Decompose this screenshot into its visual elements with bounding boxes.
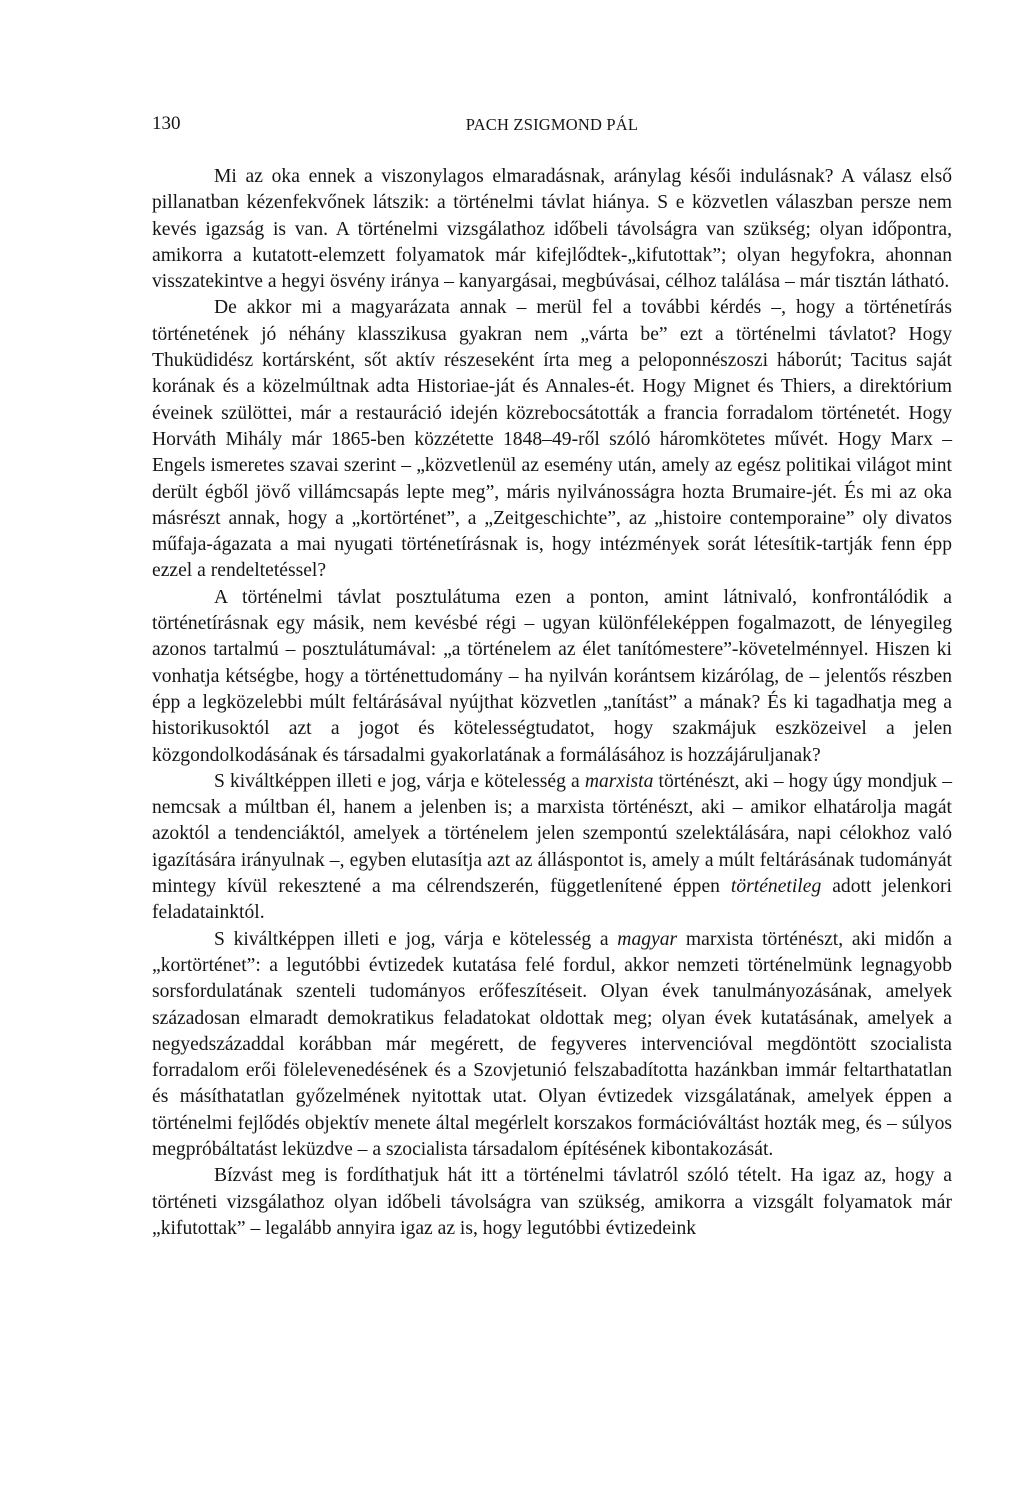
text-run: történészt, aki – hogy úgy mondjuk – nemcsak a múltban él, hanem a jelenben is; a marxista történészt, aki – amikor elhatárolja magát azoktól a tendenciáktól, amelyek a történelem jelen szempontú szelektálására, napi célokhoz való igazítására irányulnak –, egyben elutasítja azt az álláspontot is, amely a múlt feltárásának tudományát mintegy kívül rekesztené a ma célrendszerén, függetlenítené éppen [152, 770, 952, 898]
paragraph-3 [152, 585, 952, 769]
paragraph-2 [152, 295, 952, 584]
text-run: marxista történészt, aki midőn a „kortörténet”: a legutóbbi évtizedek kutatása felé fordul, akkor nemzeti történelmünk legnagyobb sorsfordulatának szenteli tudományos erőfeszítéseit. Olyan évek tanulmányozásának, amelyek századosan elmaradt demokratikus feladatokat oldottak meg; olyan évek kutatásának, amelyek a negyedszázaddal korábban már megérett, de fegyveres intervencióval megdöntött szocialista forradalom erői fölelevenedésének és a Szovjetunió felszabadította hazánkban immár feltarthatatlan és másíthatatlan győzelmének nyitottak utat. Olyan évtizedek vizsgálatának, amelyek éppen a történelmi fejlődés objektív menete által megérlelt korszakos formációváltást hozták meg, és – súlyos megpróbáltatást leküzdve – a szocialista társadalom építésének kibontakozását. [152, 928, 953, 1160]
paragraph-4 [152, 769, 952, 927]
paragraph-1 [152, 164, 952, 295]
text-run: Mi az oka ennek a viszonylagos elmaradásnak, aránylag késői indulásnak? A válasz első pillanatban kézenfekvőnek látszik: a történelmi távlat hiánya. S e közvetlen válaszban persze nem kevés igazság is van. A történelmi vizsgálathoz időbeli távolságra van szükség; olyan időpontra, amikorra a kutatott-elemzett folyamatok már kifejlődtek-„kifutottak”; olyan hegyfokra, ahonnan visszatekintve a hegyi ösvény iránya – kanyargásai, megbúvásai, célhoz találása – már tisztán látható. [152, 166, 952, 293]
italic-word: marxista [584, 770, 654, 792]
italic-word: magyar [617, 928, 678, 950]
book-page [152, 113, 952, 1242]
text-run: De akkor mi a magyarázata annak – merül fel a további kérdés –, hogy a történetírás történetének jó néhány klasszikusa gyakran nem „várta be” ezt a történelmi távlatot? Hogy Thuküdidész kortársként, sőt aktív részeseként írta meg a peloponnészoszi háborút; Tacitus saját korának és a közelmúltnak adta Historiae-ját és Annales-ét. Hogy Mignet és Thiers, a direktórium éveinek szülöttei, már a restauráció idején közrebocsátották a francia forradalom történetét. Hogy Horváth Mihály már 1865-ben közzétette 1848–49-ről szóló háromkötetes művét. Hogy Marx – Engels ismeretes szavai szerint – „közvetlenül az esemény után, amely az egész politikai világot mint derült égből jövő villámcsapás lepte meg”, máris nyilvánosságra hozta Brumaire-jét. És mi az oka másrészt annak, hogy a „kortörténet”, a „Zeitgeschichte”, az „histoire contemporaine” oly divatos műfaja-ágazata a mai nyugati történetírásnak is, hogy intézmények sorát létesítik-tartják fenn épp ezzel a rendeltetéssel? [152, 297, 952, 582]
text-run: A történelmi távlat posztulátuma ezen a ponton, amint látnivaló, konfrontálódik a történetírásnak egy másik, nem kevésbé régi – ugyan különféleképpen fogalmazott, de lényegileg azonos tartalmú – posztulátumával: „a történelem az élet tanítómestere”-követelménnyel. Hiszen ki vonhatja kétségbe, hogy a történettudomány – ha nyilván korántsem kizárólag, de – jelentős részben épp a legközelebbi múlt feltárásával nyújthat közvetlen „tanítást” a mának? És ki tagadhatja meg a historikusoktól azt a jogot és kötelességtudatot, hogy szakmájuk eszközeivel a jelen közgondolkodásának és társadalmi gyakorlatának a formálásához is hozzájáruljanak? [152, 586, 952, 766]
text-run: Bízvást meg is fordíthatjuk hát itt a történelmi távlatról szóló tételt. Ha igaz az, hogy a történeti vizsgálathoz olyan időbeli távolságra van szükség, amikorra a vizsgált folyamatok már „kifutottak” – legalább annyira igaz az is, hogy legutóbbi évtizedeink [152, 1165, 952, 1239]
body-text [152, 164, 952, 1242]
page-header [152, 113, 952, 147]
running-head: PACH ZSIGMOND PÁL [465, 115, 639, 134]
paragraph-5 [152, 927, 952, 1164]
page-number: 130 [152, 113, 181, 134]
italic-word: történetileg [730, 876, 822, 898]
text-run: adott jelenkori feladatainktól. [152, 876, 952, 924]
text-run: S kiváltképpen illeti e jog, várja e kötelesség a [214, 770, 585, 792]
paragraph-6 [152, 1163, 952, 1242]
text-run: S kiváltképpen illeti e jog, várja e kötelesség a [214, 928, 618, 950]
